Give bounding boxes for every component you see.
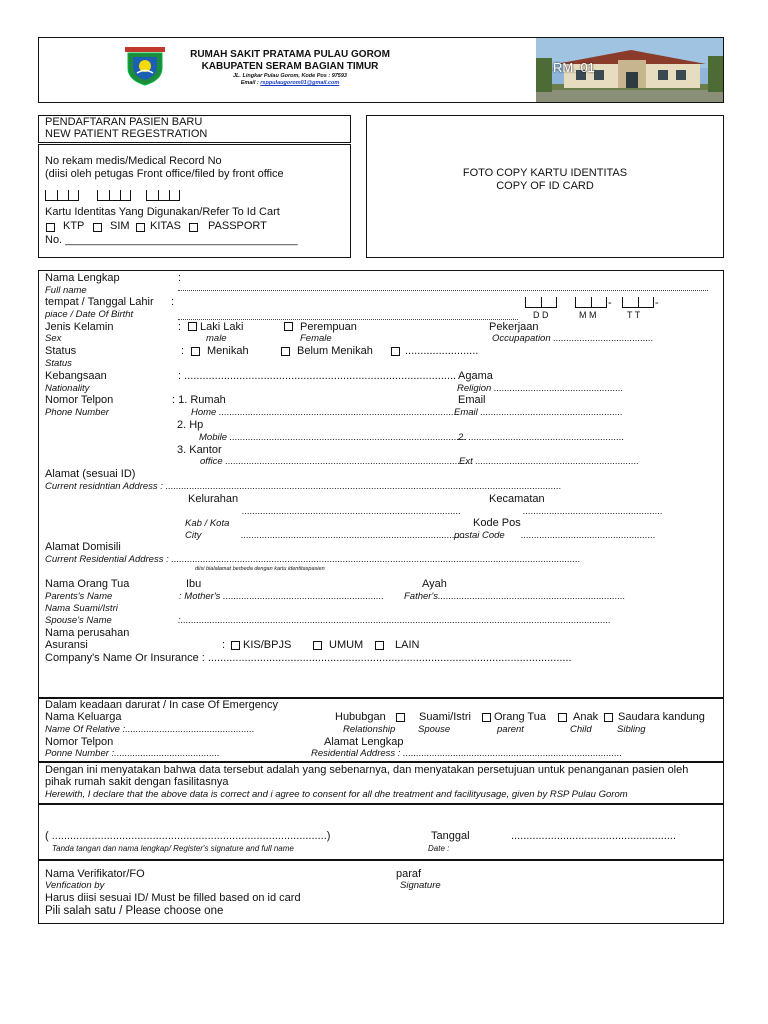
birth-sep-1: - (608, 297, 612, 309)
female-en: Female (300, 333, 332, 344)
nationality-field[interactable]: : ......................................................................................... (178, 370, 457, 382)
passport-checkbox[interactable] (189, 223, 198, 232)
postal-field[interactable]: ................................................... (521, 530, 656, 541)
paraf-en: Signature (400, 880, 441, 891)
birth-day-digits[interactable] (525, 297, 557, 308)
id-card-label: Kartu Identitas Yang Digunakan/Refer To Id Cart (45, 206, 280, 218)
relationship-en: Relationship (343, 724, 396, 735)
regency-name: KABUPATEN SERAM BAGIAN TIMUR (201, 61, 379, 72)
kitas-label: KITAS (150, 220, 181, 232)
status-label: Status (45, 345, 77, 357)
family-label: Nama Keluarga (45, 711, 122, 723)
passport-label: PASSPORT (208, 220, 267, 232)
signature-name-field[interactable]: ( ..........................................................................................) (45, 830, 331, 842)
registration-title-id: PENDAFTARAN PASIEN BARU (45, 116, 203, 128)
company-label: Nama perusahan (45, 627, 130, 639)
kitas-checkbox[interactable] (136, 223, 145, 232)
rel-child-label: Anak (573, 711, 599, 723)
date-mm-label: M M (579, 310, 597, 320)
phone-label: Nomor Telpon (45, 394, 114, 406)
religion-en[interactable]: Religion ................................................. (457, 383, 624, 394)
signature-caption: Tanda tangan dan nama lengkap/ Register's signature and full name (52, 844, 294, 853)
kab-label: Kab / Kota (185, 518, 230, 529)
hp-label: 2. Hp (177, 419, 204, 431)
mother-label: Ibu (186, 578, 202, 590)
birth-en: piace / Date Of Birtht (45, 309, 134, 320)
insurance-label: Asuransi (45, 639, 88, 651)
rel-spouse-label: Suami/Istri (419, 711, 471, 723)
form-code: RM. 01 (553, 60, 595, 75)
verifier-note-2: Pili salah satu / Please choose one (45, 905, 224, 917)
emergency-phone-field[interactable]: Ponne Number :........................................ (45, 748, 220, 759)
occupation-en[interactable]: Occupapation ...................................... (492, 333, 654, 344)
mrn-digits-3[interactable] (146, 190, 180, 201)
kis-bpjs-label: KIS/BPJS (243, 639, 292, 651)
birth-label: tempat / Tanggal Lahir (45, 296, 154, 308)
lain-label: LAIN (395, 639, 420, 651)
kelurahan-field[interactable]: ................................................................................... (242, 506, 462, 517)
nationality-label: Kebangsaan (45, 370, 107, 382)
sim-checkbox[interactable] (93, 223, 102, 232)
photocopy-line2: COPY OF ID CARD (496, 180, 594, 192)
mother-field[interactable]: : Mother's ............................................................. (179, 591, 385, 602)
address-field[interactable]: Current residntian Address : ...................................................................................................................................................... (45, 481, 562, 492)
date-tt-label: T T (627, 310, 641, 320)
header-address: JL. Lingkar Pulau Gorom, Kode Pos : 97593 (232, 73, 347, 79)
male-label: Laki Laki (200, 321, 244, 333)
relationship-checkbox[interactable] (396, 713, 405, 722)
rel-spouse-en: Spouse (418, 724, 451, 735)
umum-label: UMUM (329, 639, 364, 651)
spouse-en: Spouse's Name (45, 615, 112, 626)
full-name-en: Full name (45, 285, 87, 296)
rel-child-checkbox[interactable] (604, 713, 613, 722)
kecamatan-label: Kecamatan (489, 493, 545, 505)
full-name-dots[interactable] (178, 289, 708, 291)
emergency-phone-label: Nomor Telpon (45, 736, 114, 748)
sex-label: Jenis Kelamin (45, 321, 114, 333)
spouse-field[interactable]: :................................................................................................................................................................... (178, 615, 611, 626)
father-label: Ayah (422, 578, 447, 590)
ext-field[interactable]: Ext .............................................................. (459, 456, 640, 467)
full-name-colon: : (178, 272, 182, 284)
umum-checkbox[interactable] (313, 641, 322, 650)
birth-place-dots[interactable] (178, 318, 518, 320)
male-checkbox[interactable] (188, 322, 197, 331)
ktp-checkbox[interactable] (46, 223, 55, 232)
female-checkbox[interactable] (284, 322, 293, 331)
city-en: City (185, 530, 202, 541)
photocopy-line1: FOTO COPY KARTU IDENTITAS (462, 167, 628, 179)
female-label: Perempuan (300, 321, 357, 333)
status-other-checkbox[interactable] (391, 347, 400, 356)
sign-date-en: Date : (428, 844, 450, 853)
emergency-address-label: Alamat Lengkap (324, 736, 404, 748)
birth-year-digits[interactable] (622, 297, 654, 308)
domicile-label: Alamat Domisili (45, 541, 121, 553)
office-field[interactable]: office .............................................................................................. (200, 456, 474, 467)
kelurahan-label: Kelurahan (188, 493, 239, 505)
consent-text-id-2: pihak rumah sakit dengan fasilitasnya (45, 776, 229, 788)
occupation-label: Pekerjaan (489, 321, 539, 333)
relationship-label: Hububgan (335, 711, 386, 723)
sim-label: SIM (110, 220, 130, 232)
parents-label: Nama Orang Tua (45, 578, 130, 590)
male-en: male (206, 333, 227, 344)
paraf-label: paraf (396, 868, 422, 880)
married-label: Menikah (207, 345, 249, 357)
married-checkbox[interactable] (191, 347, 200, 356)
mobile-field[interactable]: Mobile .......................................................................................... (199, 432, 468, 443)
rel-parent-label: Orang Tua (494, 711, 546, 723)
phone-en: Phone Number (45, 407, 109, 418)
nationality-en: Nationality (45, 383, 90, 394)
rel-sibling-label: Saudara kandung (618, 711, 705, 723)
birth-month-digits[interactable] (575, 297, 607, 308)
hospital-name: RUMAH SAKIT PRATAMA PULAU GOROM (190, 49, 390, 60)
rel-parent-checkbox[interactable] (558, 713, 567, 722)
rel-child-en: Child (570, 724, 592, 735)
email-label: Email : (240, 80, 259, 86)
spouse-label: Nama Suami/Istri (45, 603, 118, 614)
rel-parent-en: parent (497, 724, 524, 735)
office-label: 3. Kantor (177, 444, 222, 456)
domicile-note: diisi bialalamat berbeda dengan kartu identitaspasien (195, 566, 325, 572)
domicile-field[interactable]: Current Residential Address : ........................................................................................................................................................... (45, 554, 581, 565)
consent-text-en: Herewith, I declare that the above data is correct and i agree to consent for all dhe treatment and facilityusage, given by RSP Pulau Gorom (45, 789, 628, 800)
postal-en: postai Code (454, 530, 505, 541)
unmarried-checkbox[interactable] (281, 347, 290, 356)
lain-checkbox[interactable] (375, 641, 384, 650)
kis-bpjs-checkbox[interactable] (231, 641, 240, 650)
mrn-note: (diisi oleh petugas Front office/filed by front office (45, 168, 284, 180)
sex-colon: : (178, 321, 182, 333)
kecamatan-field[interactable]: ..................................................... (523, 506, 663, 517)
insurance-colon: : (222, 639, 226, 651)
status-colon: : (181, 345, 185, 357)
email-link[interactable]: rsppulaugorom01@gmail.com (260, 80, 340, 86)
sign-date-label: Tanggal (431, 830, 470, 842)
header-email (170, 80, 410, 87)
email-field-label: Email (458, 394, 486, 406)
emergency-title: Dalam keadaan darurat / In case Of Emergency (45, 699, 278, 711)
verifier-name-en: Venfication by (45, 880, 105, 891)
mrn-label: No rekam medis/Medical Record No (45, 155, 222, 167)
verifier-note-1: Harus diisi sesuai ID/ Must be filled based on id card (45, 892, 301, 904)
email-field[interactable]: Email ...................................................... (454, 407, 623, 418)
emergency-address-field[interactable]: Residential Address : ................................................................................... (311, 748, 623, 759)
ktp-label: KTP (63, 220, 85, 232)
registration-title-en: NEW PATIENT REGESTRATION (45, 128, 208, 140)
postal-label: Kode Pos (473, 517, 521, 529)
rel-sibling-en: Sibling (617, 724, 646, 735)
mrn-digits-2[interactable] (97, 190, 131, 201)
status-en: Status (45, 358, 72, 369)
family-field[interactable]: Name Of Relative :................................................. (45, 724, 255, 735)
hospital-logo (124, 46, 166, 86)
consent-text-id-1: Dengan ini menyatakan bahwa data tersebut adalah yang sebenarnya, dan menyatakan persetujuan untuk penanganan pasien oleh (45, 764, 689, 776)
status-other-field[interactable]: ........................ (405, 345, 479, 357)
birth-sep-2: - (655, 297, 659, 309)
address-label: Alamat (sesuai ID) (45, 468, 136, 480)
parents-en: Parents's Name (45, 591, 113, 602)
full-name-label: Nama Lengkap (45, 272, 120, 284)
id-number-field[interactable]: No. ______________________________________ (45, 234, 298, 246)
father-field[interactable]: Father's....................................................................... (404, 591, 626, 602)
company-insurance-field[interactable]: Company's Name Or Insurance : ....................................................................................................................... (45, 652, 572, 664)
home-phone-label: : 1. Rumah (172, 394, 226, 406)
verifier-name-label: Nama Verifikator/FO (45, 868, 145, 880)
sex-en: Sex (45, 333, 62, 344)
home-phone-field[interactable]: Home ........................................................................................... (191, 407, 460, 418)
sign-date-field[interactable]: ...................................................... (511, 830, 677, 842)
rel-spouse-checkbox[interactable] (482, 713, 491, 722)
city-field[interactable]: ..................................................................................... (241, 530, 466, 541)
unmarried-label: Belum Menikah (297, 345, 373, 357)
birth-colon: : (171, 296, 175, 308)
religion-label: Agama (458, 370, 493, 382)
mrn-digits-1[interactable] (45, 190, 79, 201)
mobile2-field[interactable]: 2. ........................................................... (458, 432, 625, 443)
date-dd-label: D D (533, 310, 549, 320)
